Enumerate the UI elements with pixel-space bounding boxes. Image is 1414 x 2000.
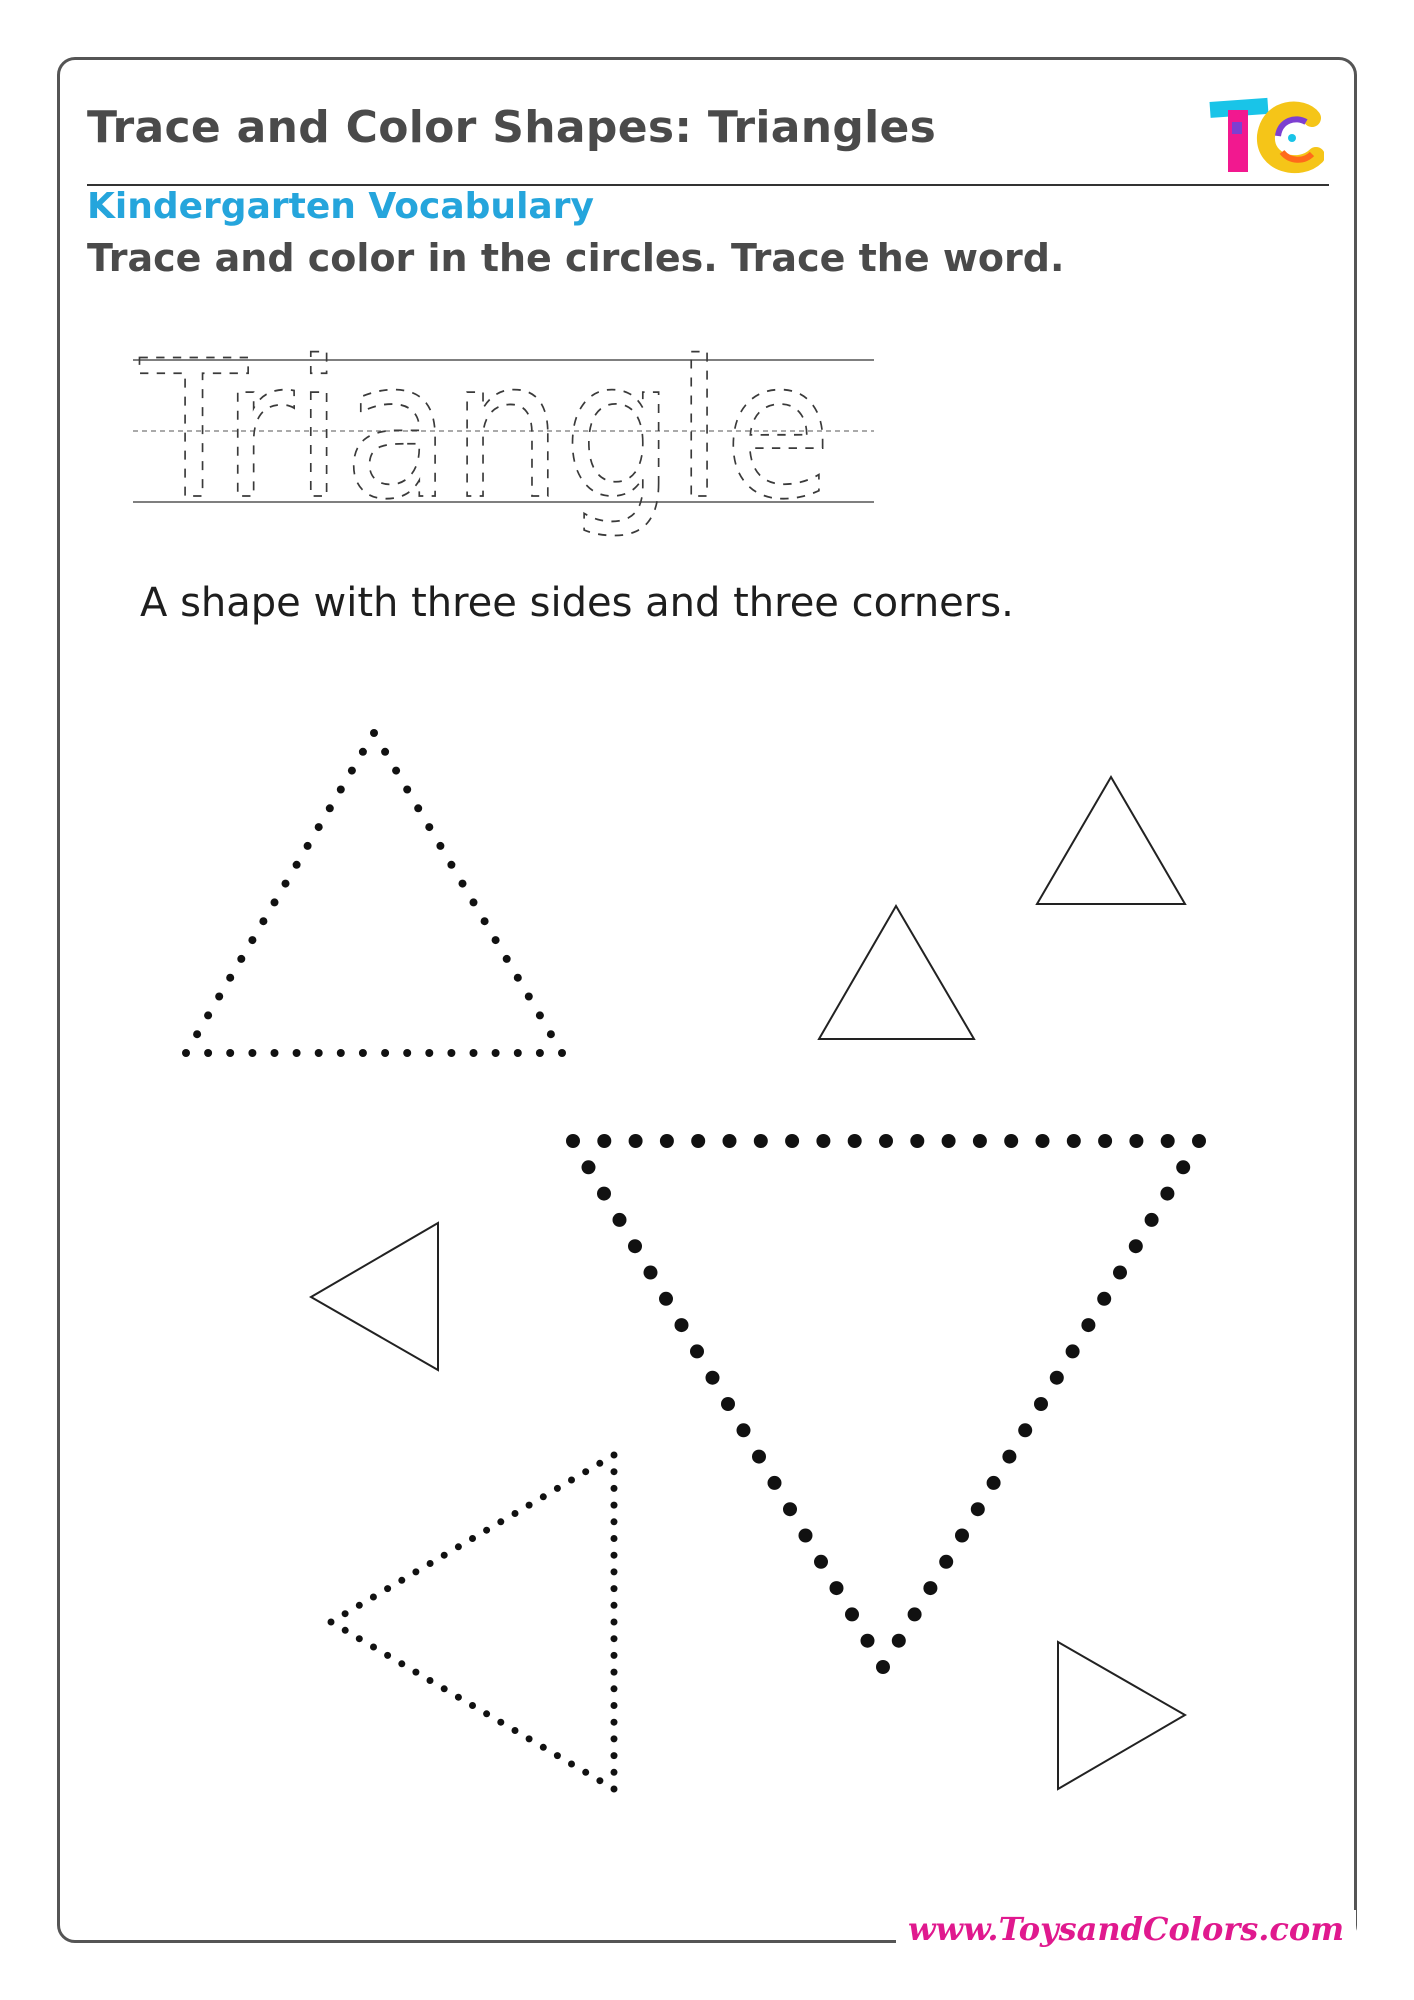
trace-dot [799,1529,813,1543]
trace-dot [554,1485,561,1492]
trace-dot [816,1134,830,1148]
trace-dot [830,1581,844,1595]
trace-dot [706,1371,720,1385]
trace-dot [492,1049,500,1057]
trace-dot [1081,1318,1095,1332]
trace-dot [441,1552,448,1559]
trace-dot [1098,1134,1112,1148]
trace-dot [425,823,433,831]
trace-dot [611,1652,618,1659]
trace-dot [436,842,444,850]
trace-dot [814,1555,828,1569]
trace-dot [611,1669,618,1676]
trace-dot [427,1677,434,1684]
trace-dot [611,1735,618,1742]
trace-dot [470,1049,478,1057]
trace-dot [611,1635,618,1642]
trace-dot [568,1761,575,1768]
trace-dot [1097,1292,1111,1306]
trace-dot [356,1602,363,1609]
trace-dot [381,1049,389,1057]
trace-dot [328,1619,335,1626]
trace-dot [939,1555,953,1569]
trace-dot [1145,1213,1159,1227]
trace-dot [554,1752,561,1759]
trace-dot [384,1652,391,1659]
trace-dot [723,1134,737,1148]
trace-dot [568,1477,575,1484]
trace-dot [611,1602,618,1609]
trace-dot [752,1450,766,1464]
trace-dot [848,1134,862,1148]
trace-dot [1034,1397,1048,1411]
trace-dot [469,1702,476,1709]
trace-dot [512,1727,519,1734]
trace-dot [675,1318,689,1332]
trace-dot [660,1134,674,1148]
trace-dot [611,1518,618,1525]
trace-dot [398,1660,405,1667]
trace-dot [691,1134,705,1148]
trace-dot [215,993,223,1001]
trace-dot [282,880,290,888]
small-triangle-top-right[interactable] [1037,777,1185,904]
trace-dot [611,1619,618,1626]
trace-dot [1018,1423,1032,1437]
trace-dot [403,1049,411,1057]
small-triangle-left-pointing[interactable] [311,1223,438,1370]
trace-dot [955,1529,969,1543]
trace-dot [481,917,489,925]
trace-dot [611,1552,618,1559]
trace-dot [271,1049,279,1057]
trace-dot [1160,1187,1174,1201]
trace-dot [248,1049,256,1057]
dotted-triangle-upright[interactable] [182,729,566,1057]
grade-label: Kindergarten Vocabulary [87,186,594,227]
trace-dot [876,1660,890,1674]
website-url[interactable]: www.ToysandColors.com [896,1910,1356,1948]
trace-dot [293,1049,301,1057]
trace-dot [359,1049,367,1057]
trace-dot [1129,1239,1143,1253]
trace-dot [611,1452,618,1459]
trace-dot [973,1134,987,1148]
trace-dot [690,1344,704,1358]
trace-dot [526,1502,533,1509]
trace-dot [193,1030,201,1038]
worksheet-title: Trace and Color Shapes: Triangles [87,102,937,153]
trace-dot [1036,1134,1050,1148]
trace-dot [381,748,389,756]
trace-dot [412,1568,419,1575]
trace-dot [342,1627,349,1634]
trace-dot [611,1502,618,1509]
trace-dot [226,1049,234,1057]
trace-dot [566,1134,580,1148]
trace-dot [611,1786,618,1793]
trace-dot [425,1049,433,1057]
trace-dot [204,1049,212,1057]
trace-dot [514,1049,522,1057]
small-triangle-right-pointing[interactable] [1058,1642,1185,1789]
trace-dot [469,1535,476,1542]
definition-text: A shape with three sides and three corners. [140,580,1014,626]
trace-dot [644,1266,658,1280]
trace-dot [412,1669,419,1676]
trace-dot [497,1719,504,1726]
trace-dot [754,1134,768,1148]
trace-dot [721,1397,735,1411]
trace-dot [503,955,511,963]
trace-dot [558,1049,566,1057]
trace-dot [470,898,478,906]
trace-dot [879,1134,893,1148]
trace-dot [1002,1450,1016,1464]
traceable-word[interactable]: Triangle [139,320,832,541]
trace-dot [629,1134,643,1148]
trace-dot [611,1568,618,1575]
trace-dot [356,1635,363,1642]
trace-dot [611,1585,618,1592]
trace-dot [861,1634,875,1648]
trace-dot [248,936,256,944]
trace-dot [398,1577,405,1584]
trace-dot [536,1011,544,1019]
trace-dot [540,1744,547,1751]
trace-dot [514,974,522,982]
trace-dot [1067,1134,1081,1148]
trace-dot [455,1543,462,1550]
trace-dot [326,804,334,812]
trace-dot [392,767,400,775]
trace-dot [483,1527,490,1534]
trace-dot [611,1468,618,1475]
dotted-triangle-left-pointing[interactable] [328,1452,618,1793]
trace-dot [611,1485,618,1492]
trace-dot [737,1423,751,1437]
trace-dot [447,1049,455,1057]
trace-dot [304,842,312,850]
trace-dot [910,1134,924,1148]
trace-dot [611,1769,618,1776]
trace-dot [971,1502,985,1516]
trace-dot [582,1769,589,1776]
trace-dot [525,993,533,1001]
trace-dot [337,1049,345,1057]
trace-dot [497,1518,504,1525]
trace-dot [370,1594,377,1601]
trace-dot [1004,1134,1018,1148]
trace-dot [611,1719,618,1726]
trace-dot [459,880,467,888]
trace-dot [1129,1134,1143,1148]
trace-dot [259,917,267,925]
trace-dot [447,861,455,869]
trace-dot [596,1777,603,1784]
trace-dot [659,1292,673,1306]
trace-dot [526,1735,533,1742]
trace-dot [1113,1266,1127,1280]
trace-dot [942,1134,956,1148]
dotted-triangle-inverted[interactable] [566,1134,1206,1674]
trace-dot [540,1493,547,1500]
trace-dot [455,1694,462,1701]
trace-dot [768,1476,782,1490]
trace-dot [204,1011,212,1019]
trace-dot [370,1644,377,1651]
trace-dot [414,804,422,812]
trace-dot [987,1476,1001,1490]
trace-dot [597,1134,611,1148]
trace-dot [597,1187,611,1201]
trace-dot [845,1607,859,1621]
trace-dot [384,1585,391,1592]
trace-dot [892,1634,906,1648]
trace-dot [348,767,356,775]
trace-dot [611,1752,618,1759]
trace-dot [908,1607,922,1621]
trace-dot [1161,1134,1175,1148]
trace-dot [315,1049,323,1057]
trace-dot [237,955,245,963]
trace-dot [628,1239,642,1253]
trace-dot [923,1581,937,1595]
trace-dot [1192,1134,1206,1148]
trace-dot [582,1468,589,1475]
trace-dot [783,1502,797,1516]
trace-dot [1066,1344,1080,1358]
trace-dot [293,861,301,869]
trace-dot [359,748,367,756]
trace-dot [611,1535,618,1542]
trace-dot [427,1560,434,1567]
trace-dot [611,1685,618,1692]
trace-dot [582,1160,596,1174]
trace-dot [226,974,234,982]
trace-dot [271,898,279,906]
trace-dot [613,1213,627,1227]
trace-dot [403,786,411,794]
trace-dot [483,1710,490,1717]
trace-dot [611,1702,618,1709]
trace-dot [492,936,500,944]
trace-dot [512,1510,519,1517]
trace-dot [1176,1160,1190,1174]
instructions-text: Trace and color in the circles. Trace the word. [87,236,1065,280]
trace-dot [785,1134,799,1148]
trace-dot [441,1685,448,1692]
trace-dot [315,823,323,831]
trace-dot [337,786,345,794]
trace-dot [547,1030,555,1038]
trace-dot [370,729,378,737]
trace-dot [1050,1371,1064,1385]
trace-dot [536,1049,544,1057]
small-triangle-middle[interactable] [819,906,974,1039]
trace-dot [342,1610,349,1617]
trace-dot [182,1049,190,1057]
trace-dot [596,1460,603,1467]
